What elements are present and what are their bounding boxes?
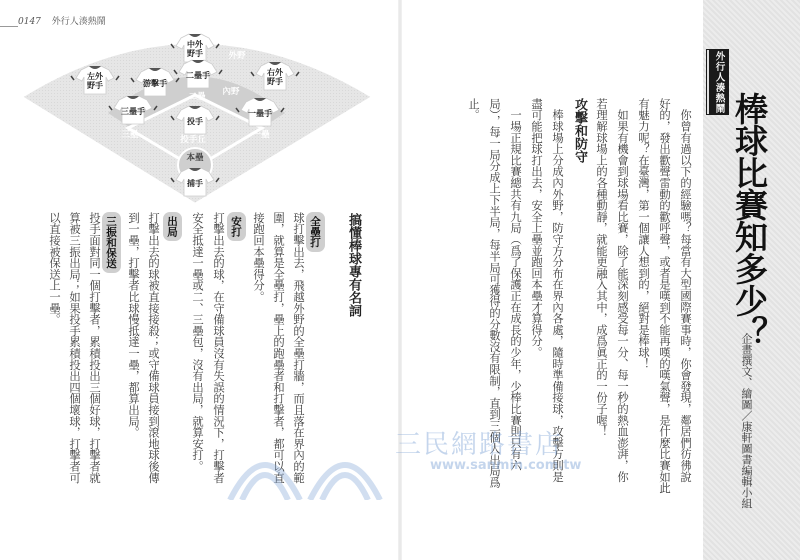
glossary-heading: 搞懂棒球專有名詞 xyxy=(346,213,361,317)
article-author: 企畫撰文、繪圖／康軒圖書編輯小組 xyxy=(740,333,753,509)
term-label: 三振和保送 xyxy=(102,212,121,273)
intro-line: 你曾有過以下的經驗嗎？每當有大型國際賽事時，你會發現，鄰居們彷彿說 xyxy=(679,98,692,483)
term-definition-line: 球打擊出去，飛越外野的全壘打牆，而且落在界內的範 xyxy=(292,212,305,484)
term-label: 全壘打 xyxy=(306,212,325,252)
section-line: 止。 xyxy=(467,98,480,121)
term-definition-line: 到一壘，打擊者比球慢抵達一壘，都算出局。 xyxy=(127,212,140,438)
zone-outfield: 外野 xyxy=(228,51,246,61)
player-label: 左外野手 xyxy=(87,72,103,90)
zone-mound: 投手丘 xyxy=(180,135,206,145)
zone-first-base: 一壘 xyxy=(252,130,270,140)
section-name: 外行人湊熱鬧 xyxy=(51,17,106,27)
term-definition-line: 安全抵達一壘或二、三壘包，沒有出局，就算安打。 xyxy=(191,212,204,472)
column-badge: 外行人湊熱鬧 xyxy=(707,50,728,114)
player-label: 右外野手 xyxy=(267,68,283,86)
intro-line: 好的，發出歡聲雷動的歡呼聲，或者是嘆到不能再嘆的嘆氣聲，是什麼比賽如此 xyxy=(658,98,671,494)
term-definition-line: 算被三振出局；如果投手累積投出四個壞球，打擊者可 xyxy=(68,212,81,484)
watermark-name: 三民網路書店 xyxy=(395,430,564,460)
intro-line: 如果有機會到球場看比賽，除了能深刻感受每一分、每一秒的熱血澎湃，你 xyxy=(616,98,629,483)
term-definition-line: 投手面對同一個打擊者，累積投出三個好球，打擊者就 xyxy=(88,212,101,484)
zone-home-plate: 本壘 xyxy=(186,153,204,163)
term-definition-line: 打擊出去的球，在守備球員沒有失誤的情況下，打擊者 xyxy=(212,212,225,484)
zone-second-base: 二壘 xyxy=(188,92,206,102)
section-line: 棒球場上分成內外野，防守方分布在界內各處，隨時準備接球，攻擊方則是 xyxy=(551,98,564,483)
zone-third-base: 三壘 xyxy=(121,130,139,140)
section-line: 盡可能把球打出去，安全上壘並跑回本壘才算得分。 xyxy=(530,98,543,358)
player-label: 捕手 xyxy=(187,178,203,188)
term-label: 出局 xyxy=(163,212,182,241)
player-label: 三壘手 xyxy=(121,106,145,116)
section-line: 局），每一局分成上下半局，每半局可獲得的分數沒有限制，直到三個人出局爲 xyxy=(488,98,501,488)
player-label: 游擊手 xyxy=(143,78,167,88)
player-label: 一壘手 xyxy=(248,108,272,118)
intro-line: 有魅力呢？在臺灣，第一個讓人想到的，絕對是棒球！ xyxy=(637,98,650,370)
term-definition-line: 以直接被保送上一壘。 xyxy=(48,212,61,325)
article-title: 棒球比賽知多少？ xyxy=(730,92,769,348)
term-label: 安打 xyxy=(227,212,246,241)
section-line: 一場正規比賽總共有九局（爲了保護正在成長的少年，少棒比賽則只有六 xyxy=(509,98,522,471)
zone-infield: 內野 xyxy=(222,87,240,97)
player-label: 中外野手 xyxy=(187,40,203,58)
player-label: 二壘手 xyxy=(186,70,210,80)
intro-line: 若理解球場上的各種動靜，就能更融入其中，成爲眞正的一份子喔！ xyxy=(595,98,608,437)
term-definition-line: 接跑回本壘得分。 xyxy=(252,212,265,303)
player-label: 投手 xyxy=(187,116,203,126)
watermark-url: www.sanmin.com.tw xyxy=(430,458,582,473)
baseball-field-diagram xyxy=(0,20,400,220)
section-heading: 攻擊和防守 xyxy=(572,98,587,163)
term-definition-line: 打擊出去的球被直接接殺；或守備球員接到滾地球後傳 xyxy=(147,212,160,484)
term-definition-line: 圍，就算是全壘打，壘上的跑壘者和打擊者，都可以直 xyxy=(272,212,285,484)
page-number: 0147 xyxy=(18,17,41,27)
